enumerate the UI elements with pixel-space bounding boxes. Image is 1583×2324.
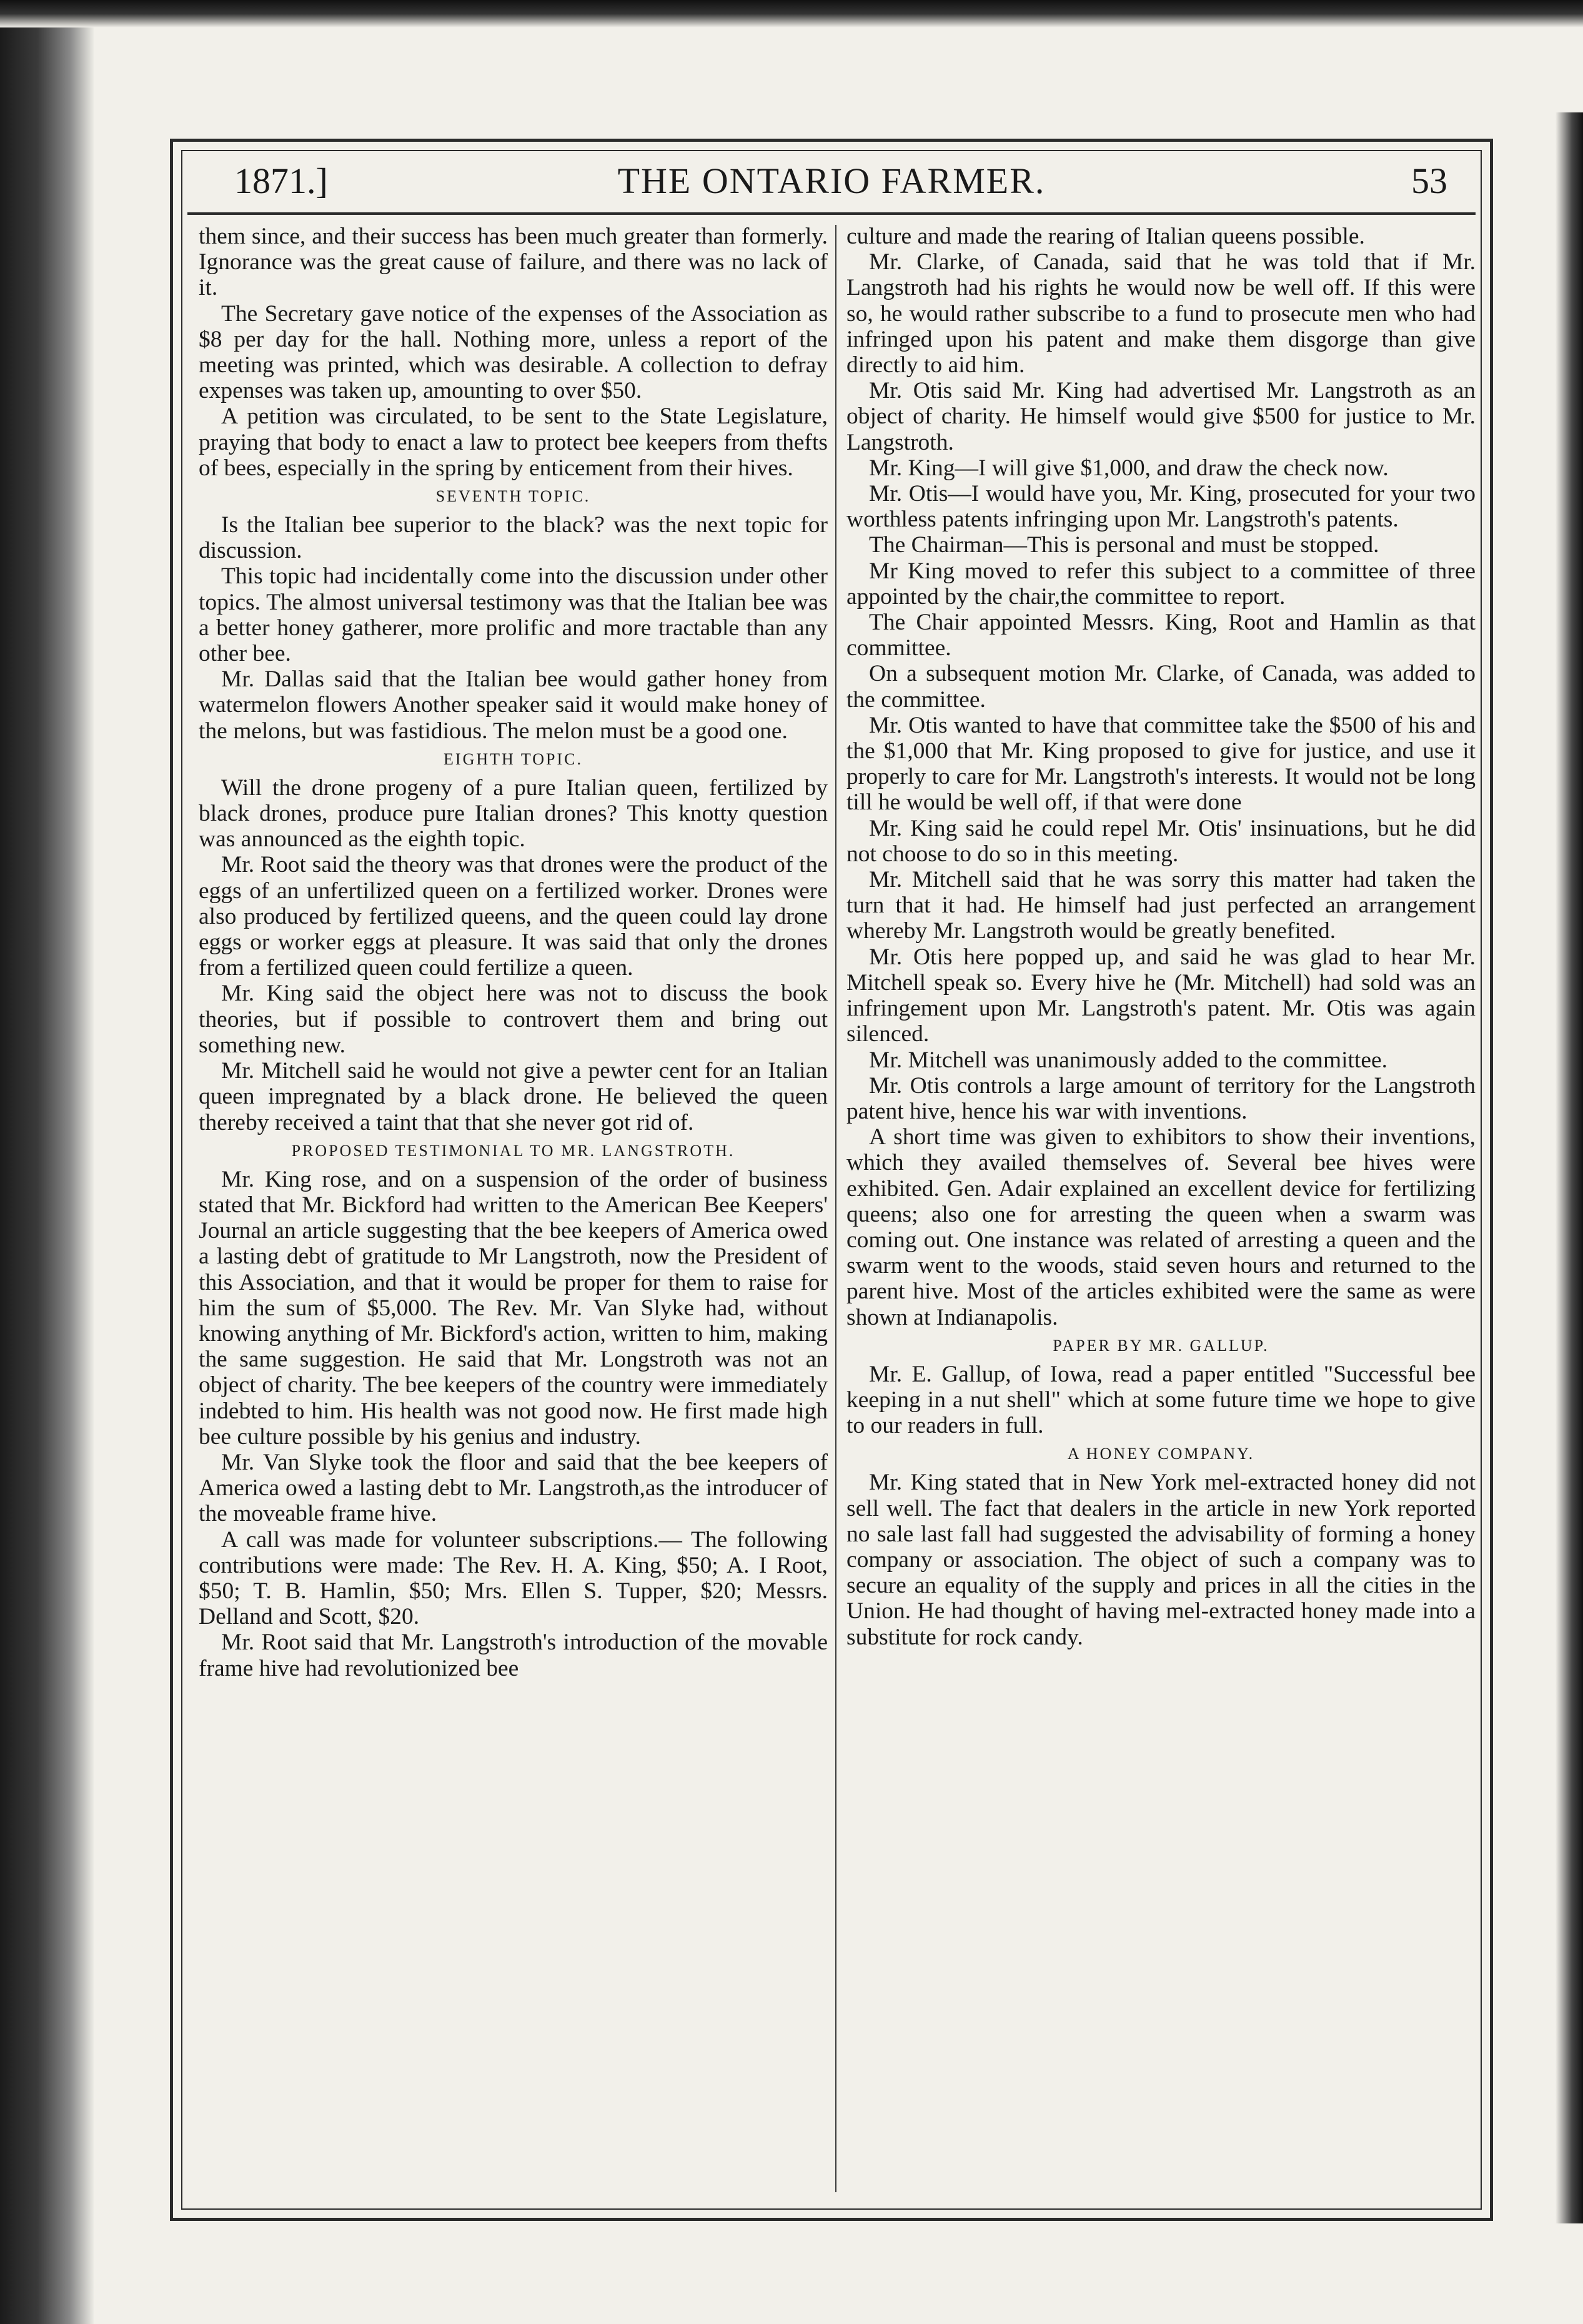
section-heading-honey-company: A HONEY COMPANY.: [1067, 1445, 1255, 1463]
right-column: [846, 224, 1476, 1650]
paragraph: Will the drone progeny of a pure Italian queen, fertilized by black drones, produce pure Italian drones? This knotty question was announced as the eighth topic.: [199, 774, 828, 853]
paragraph: Mr. King—I will give $1,000, and draw the check now.: [869, 455, 1389, 481]
column-divider: [835, 225, 836, 2192]
paragraph: Mr. King stated that in New York mel-extracted honey did not sell well. The fact that dealers in the article in new York reported no sale last fall had suggested the advisability of forming a honey company or association. The object of such a company was to secure an equality of the supply and prices in all the cities in the Union. He had thought of having mel-extracted honey made into a substitute for rock candy.: [846, 1470, 1476, 1650]
paragraph: Mr. King said the object here was not to discuss the book theories, but if possible to controvert them and bring out something new.: [199, 981, 828, 1058]
section-heading-eighth-topic: EIGHTH TOPIC.: [444, 749, 583, 768]
paragraph: Mr. Van Slyke took the floor and said that the bee keepers of America owed a lasting debt to Mr. Langstroth,as the introducer of the moveable frame hive.: [199, 1449, 828, 1527]
paragraph: The Chair appointed Messrs. King, Root and Hamlin as that committee.: [846, 610, 1476, 661]
paragraph: A call was made for volunteer subscriptions.— The following contributions were made: The Rev. H. A. King, $50; A. I Root, $50; T. B. Hamlin, $50; Mrs. Ellen S. Tupper, $20; Messrs. Delland and Scott, $20.: [199, 1526, 828, 1630]
paragraph: Mr. Otis here popped up, and said he was glad to hear Mr. Mitchell speak so. Every hive he (Mr. Mitchell) had sold was an infringement upon Mr. Langstroth's patent. Mr. Otis was again silenced.: [846, 944, 1476, 1047]
publication-title: THE ONTARIO FARMER.: [617, 161, 1046, 201]
paragraph: Mr. Otis wanted to have that committee take the $500 of his and the $1,000 that Mr. King proposed to give for justice, and use it properly to care for Mr. Langstroth's interests. It would not be long till he would be well off, if that were done: [846, 712, 1476, 816]
paragraph: Mr King moved to refer this subject to a committee of three appointed by the chair,the committee to report.: [846, 558, 1476, 610]
scanned-binding-edge: [0, 0, 94, 2324]
paragraph: them since, and their success has been much greater than formerly. Ignorance was the great cause of failure, and there was no lack of it.: [199, 224, 828, 301]
paragraph: Mr. Mitchell was unanimously added to the committee.: [869, 1047, 1388, 1073]
paragraph: A petition was circulated, to be sent to the State Legislature, praying that body to enact a law to protect bee keepers from thefts of bees, especially in the spring by enticement from their hives.: [199, 403, 828, 481]
paragraph: A short time was given to exhibitors to show their inventions, which they availed themselves of. Several bee hives were exhibited. Gen. Adair explained an excellent device for fertilizing queens; also one for arresting the queen when a swarm was coming out. One instance was related of arresting a queen and the swarm went to the woods, staid seven hours and returned to the parent hive. Most of the articles exhibited were the same as were shown at Indianapolis.: [846, 1124, 1476, 1330]
paragraph: culture and made the rearing of Italian queens possible.: [846, 224, 1365, 249]
running-header: [197, 159, 1466, 203]
header-year: 1871.]: [234, 161, 328, 201]
paragraph: Is the Italian bee superior to the black? was the next topic for discussion.: [199, 512, 828, 564]
paragraph: The Chairman—This is personal and must be stopped.: [869, 532, 1379, 558]
header-rule: [187, 212, 1476, 215]
paragraph: Mr. Otis said Mr. King had advertised Mr. Langstroth as an object of charity. He himself would give $500 for justice to Mr. Langstroth.: [846, 378, 1476, 455]
paragraph: Mr. King said he could repel Mr. Otis' insinuations, but he did not choose to do so in this meeting.: [846, 815, 1476, 867]
paragraph: Mr. Otis controls a large amount of territory for the Langstroth patent hive, hence his war with inventions.: [846, 1072, 1476, 1124]
section-heading-gallup-paper: PAPER BY MR. GALLUP.: [1053, 1336, 1269, 1355]
paragraph: Mr. Mitchell said he would not give a pewter cent for an Italian queen impregnated by a black drone. He believed the queen thereby received a taint that that she never got rid of.: [199, 1058, 828, 1135]
paragraph: Mr. E. Gallup, of Iowa, read a paper entitled "Successful bee keeping in a nut shell" which at some future time we hope to give to our readers in full.: [846, 1361, 1476, 1439]
paragraph: The Secretary gave notice of the expenses of the Association as $8 per day for the hall. Nothing more, unless a report of the meeting was printed, which was desirable. A collection to defray expenses was taken up, amounting to over $50.: [199, 300, 828, 404]
paragraph: On a subsequent motion Mr. Clarke, of Canada, was added to the committee.: [846, 661, 1476, 713]
paragraph: Mr. Clarke, of Canada, said that he was told that if Mr. Langstroth had his rights he would now be well off. If this were so, he would rather subscribe to a fund to prosecute men who had infringed upon his patent and make them disgorge than give directly to aid him.: [846, 249, 1476, 378]
scanned-right-edge: [1556, 112, 1583, 2223]
section-heading-seventh-topic: SEVENTH TOPIC.: [435, 487, 591, 506]
section-heading-testimonial: PROPOSED TESTIMONIAL TO MR. LANGSTROTH.: [291, 1141, 735, 1160]
paragraph: Mr. Mitchell said that he was sorry this matter had taken the turn that it had. He himself had just perfected an arrangement whereby Mr. Langstroth would be greatly benefited.: [846, 867, 1476, 944]
paragraph: Mr. Root said the theory was that drones were the product of the eggs of an unfertilized queen on a fertilized worker. Drones were also produced by fertilized queens, and the queen could lay drone eggs or worker eggs at pleasure. It was said that only the drones from a fertilized queen could fertilize a queen.: [199, 852, 828, 981]
paragraph: This topic had incidentally come into the discussion under other topics. The almost universal testimony was that the Italian bee was a better honey gatherer, more prolific and more tractable than any other bee.: [199, 563, 828, 667]
left-column: [199, 224, 828, 1681]
paragraph: Mr. Dallas said that the Italian bee would gather honey from watermelon flowers Another speaker said it would make honey of the melons, but was fastidious. The melon must be a good one.: [199, 666, 828, 744]
paragraph: Mr. King rose, and on a suspension of the order of business stated that Mr. Bickford had written to the American Bee Keepers' Journal an article suggesting that the bee keepers of America owed a lasting debt of gratitude to Mr Langstroth, now the President of this Association, and that it would be proper for them to raise for him the sum of $5,000. The Rev. Mr. Van Slyke had, without knowing anything of Mr. Bickford's action, written to him, making the same suggestion. He said that Mr. Longstroth was not an object of charity. The bee keepers of the country were immediately indebted to him. His health was not good now. He first made high bee culture possible by his genius and industry.: [199, 1166, 828, 1450]
page-number: 53: [1411, 161, 1447, 201]
paragraph: Mr. Otis—I would have you, Mr. King, prosecuted for your two worthless patents infringing upon Mr. Langstroth's patents.: [846, 481, 1476, 533]
scanned-top-edge: [0, 0, 1583, 27]
paragraph: Mr. Root said that Mr. Langstroth's introduction of the movable frame hive had revolutionized bee: [199, 1629, 828, 1681]
